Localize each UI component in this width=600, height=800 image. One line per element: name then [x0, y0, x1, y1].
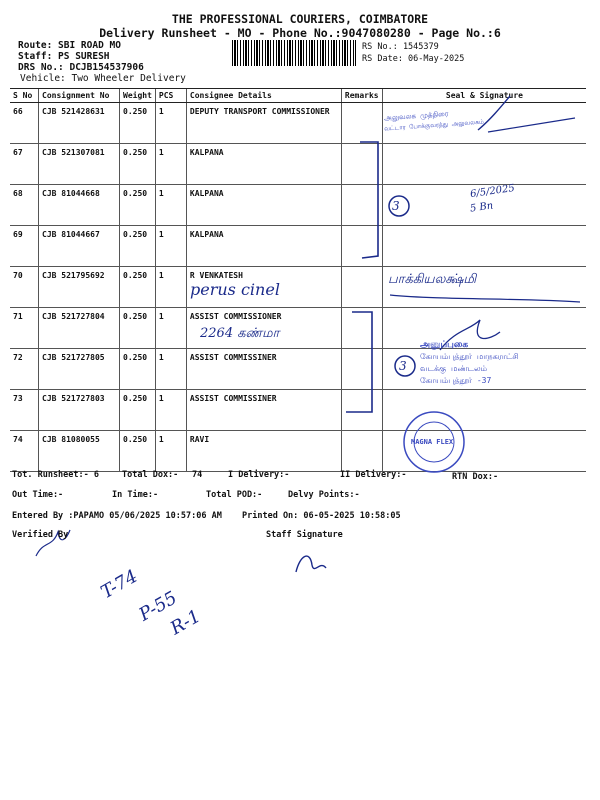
cell-pcs: 1 [155, 144, 186, 185]
circle-3-label: 3 [392, 199, 400, 213]
cell-sno: 70 [10, 267, 39, 308]
cell-consignee: KALPANA [186, 185, 341, 226]
cell-pcs: 1 [155, 390, 186, 431]
corp-stamp-line4: கோயம்புத்தூர் -37 [420, 376, 492, 385]
cell-sno: 73 [10, 390, 39, 431]
bottom-note-p: P-55 [135, 587, 181, 626]
cell-consignment: CJB 521727803 [39, 390, 120, 431]
printed-on: Printed On: 06-05-2025 10:58:05 [242, 511, 401, 521]
total-dox-label: Total Dox:- [122, 470, 179, 480]
bracket-mark [360, 142, 378, 258]
corp-stamp-line2: கோயம்புத்தூர் மாநகராட்சி [420, 352, 519, 361]
cell-sno: 74 [10, 431, 39, 472]
entered-by: Entered By :PAPAMO 05/06/2025 10:57:06 AM [12, 511, 222, 521]
corp-stamp-line3: வடக்கு மண்டலம் [420, 364, 488, 373]
date-handwritten: 6/5/2025 [469, 182, 516, 201]
runsheet-subtitle: Delivery Runsheet - MO - Phone No.:9047080280 - Page No.:6 [99, 26, 501, 40]
cell-sno: 67 [10, 144, 39, 185]
col-sno: S No [10, 89, 39, 103]
drs-number: DRS No.: DCJB154537906 [18, 62, 144, 73]
row71-handwritten-note: 2264 கண்மா [200, 326, 280, 341]
cell-weight: 0.250 [120, 144, 156, 185]
cell-consignee: DEPUTY TRANSPORT COMMISSIONER [186, 103, 341, 144]
cell-weight: 0.250 [120, 349, 156, 390]
signature-stroke [488, 118, 575, 132]
cell-pcs: 1 [155, 349, 186, 390]
bottom-note-t: T-74 [97, 565, 142, 604]
ii-delivery: II Delivery:- [340, 470, 407, 480]
cell-pcs: 1 [155, 103, 186, 144]
signature-stroke [390, 295, 580, 302]
cell-consignee: ASSIST COMMISSIONER [186, 308, 341, 349]
cell-weight: 0.250 [120, 390, 156, 431]
cell-pcs: 1 [155, 226, 186, 267]
cell-consignment: CJB 81044667 [39, 226, 120, 267]
verified-by: Verified By [12, 530, 69, 540]
cell-consignment: CJB 521727804 [39, 308, 120, 349]
staff-signature-mark [296, 556, 326, 572]
cell-consignee: RAVI [186, 431, 341, 472]
cell-weight: 0.250 [120, 431, 156, 472]
cell-weight: 0.250 [120, 185, 156, 226]
cell-weight: 0.250 [120, 267, 156, 308]
in-time: In Time:- [112, 490, 159, 500]
cell-consignment: CJB 81080055 [39, 431, 120, 472]
cell-consignee: ASSIST COMMISSINER [186, 349, 341, 390]
cell-consignment: CJB 81044668 [39, 185, 120, 226]
cell-consignee: R VENKATESH [186, 267, 341, 308]
cell-pcs: 1 [155, 267, 186, 308]
cell-weight: 0.250 [120, 226, 156, 267]
col-consignment: Consignment No [39, 89, 120, 103]
i-delivery: I Delivery:- [228, 470, 290, 480]
rs-number: RS No.: 1545379 [362, 42, 439, 52]
cell-consignee: ASSIST COMMISSINER [186, 390, 341, 431]
date-handwritten-2: 5 Bn [469, 200, 494, 215]
office-stamp-line1: அலுவலக முத்திரை [383, 109, 449, 123]
col-seal: Seal & Signature [382, 89, 586, 103]
cell-sno: 71 [10, 308, 39, 349]
col-consignee: Consignee Details [186, 89, 341, 103]
cell-weight: 0.250 [120, 308, 156, 349]
cell-weight: 0.250 [120, 103, 156, 144]
circle-3-label: 3 [399, 359, 407, 373]
route-label: Route: SBI ROAD MO [18, 40, 121, 51]
round-stamp-text: MAGNA FLEX [411, 438, 454, 446]
staff-signature-label: Staff Signature [266, 530, 343, 540]
cell-consignee: KALPANA [186, 226, 341, 267]
cell-sno: 72 [10, 349, 39, 390]
cell-sno: 68 [10, 185, 39, 226]
cell-consignee: KALPANA [186, 144, 341, 185]
cell-consignment: CJB 521307081 [39, 144, 120, 185]
rtn-dox: RTN Dox:- [452, 472, 499, 482]
vehicle-label: Vehicle: Two Wheeler Delivery [20, 73, 186, 84]
rs-date: RS Date: 06-May-2025 [362, 54, 465, 64]
bottom-note-r: R-1 [166, 605, 205, 640]
total-dox-value: 74 [192, 470, 203, 480]
office-stamp-line2: வட்டார போக்குவரத்து அலுவலகம் [383, 118, 485, 133]
cell-sno: 66 [10, 103, 39, 144]
total-pod: Total POD:- [206, 490, 263, 500]
col-pcs: PCS [155, 89, 186, 103]
corp-stamp-line1: அனுப்புகை [420, 340, 469, 350]
delvy-points: Delvy Points:- [288, 490, 360, 500]
cell-consignment: CJB 521795692 [39, 267, 120, 308]
row70-signature: பாக்கியலக்ஷ்மி [388, 272, 477, 287]
cell-pcs: 1 [155, 308, 186, 349]
cell-pcs: 1 [155, 185, 186, 226]
tot-runsheet: Tot. Runsheet:- 6 [12, 470, 99, 480]
row70-handwritten-note: perus cinel [190, 280, 280, 299]
cell-consignment: CJB 521428631 [39, 103, 120, 144]
bracket-mark [346, 312, 372, 412]
col-remarks: Remarks [341, 89, 382, 103]
cell-consignment: CJB 521727805 [39, 349, 120, 390]
cell-sno: 69 [10, 226, 39, 267]
col-weight: Weight [120, 89, 156, 103]
staff-label: Staff: PS SURESH [18, 51, 110, 62]
company-title: THE PROFESSIONAL COURIERS, COIMBATORE [171, 12, 429, 26]
cell-pcs: 1 [155, 431, 186, 472]
out-time: Out Time:- [12, 490, 64, 500]
